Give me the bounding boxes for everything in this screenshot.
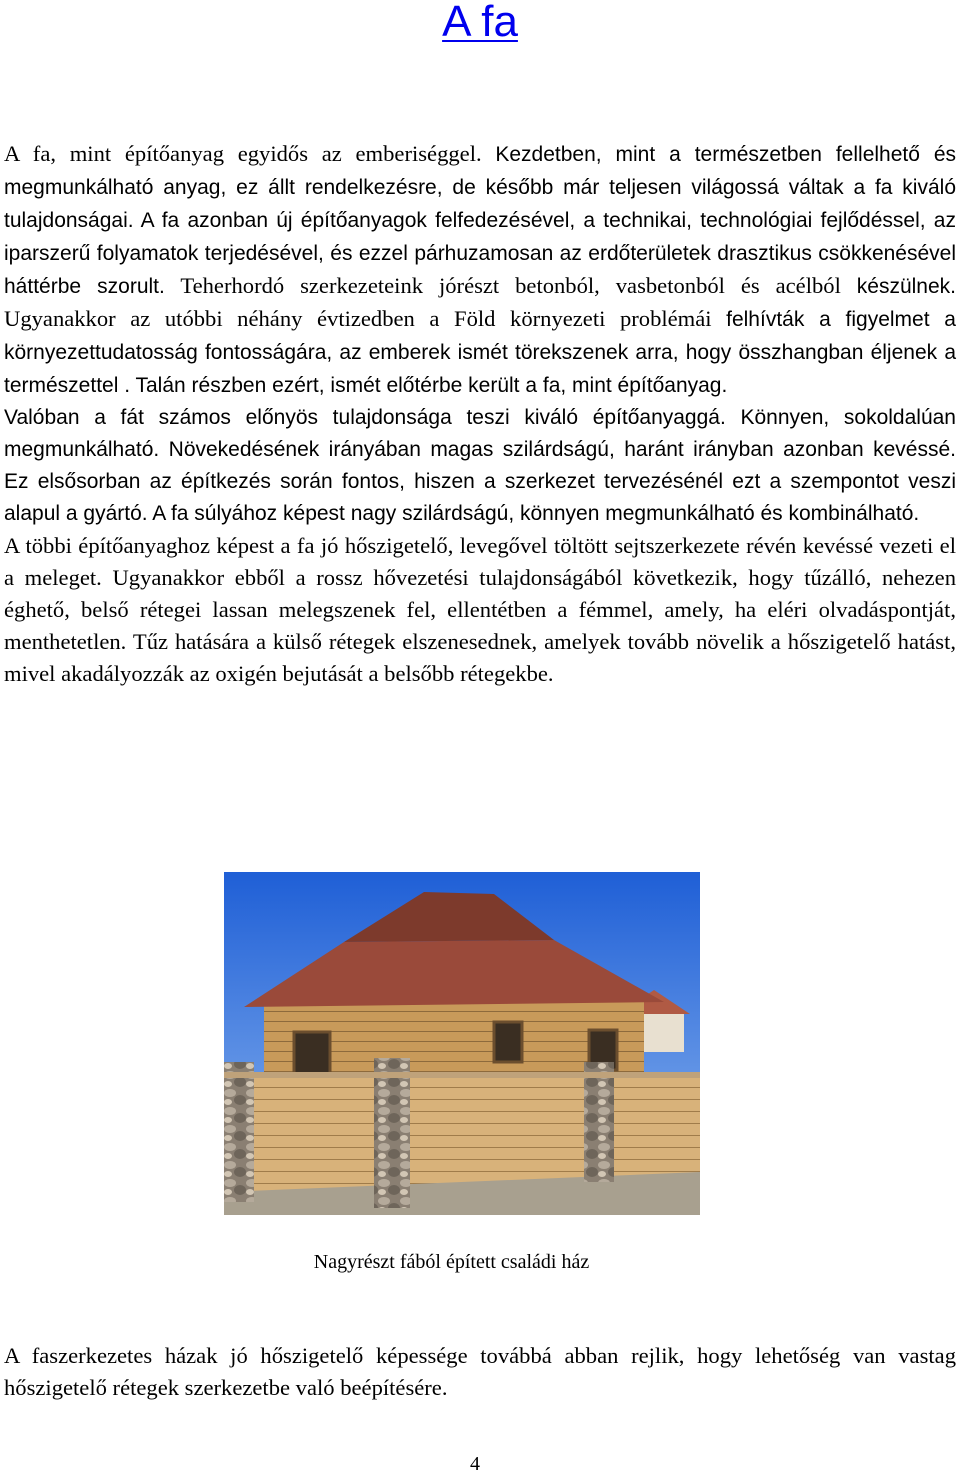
text-run: Teherhordó szerkezeteink jórészt betonból, vasbetonból és acélból bbox=[164, 273, 857, 298]
page-title bbox=[0, 0, 960, 50]
text-run: készülnek. bbox=[856, 275, 956, 298]
paragraph-closing: A faszerkezetes házak jó hőszigetelő képessége továbbá abban rejlik, hogy lehetőség van vastag hőszigetelő rétegek szerkezetbe való beépítésére. bbox=[4, 1343, 956, 1400]
stone-pillar bbox=[584, 1062, 614, 1182]
paragraph-insulation: A többi építőanyaghoz képest a fa jó hőszigetelő, levegővel töltött sejtszerkezete révén kevéssé vezeti el a meleget. Ugyanakkor ebből a rossz hővezetési tulajdonságából következik, hogy tűzálló, nehezen éghető, belső rétegei lassan melegszenek fel, ellentétben a fémmel, amely, ha eléri olvadáspontját, menthetetlen. Tűz hatására a külső rétegek elszenesednek, amelyek tovább növelik a hőszigetelő hatást, mivel akadályozzák az oxigén bejutását a belsőbb rétegekbe. bbox=[4, 533, 956, 686]
text-run: Kezdetben, mint a természetben fellelhető és megmunkálható anyag, ez állt rendelkezésre, de később már teljesen világossá váltak a fa kiváló tulajdonságai. A fa azonban új építőanyagok felfedezésével, a technikai, technológiai fejlődéssel, az iparszerű folyamatok terjedésével, és ezzel párhuzamosan az erdőterületek drasztikus csökkenésével háttérbe szorult. bbox=[4, 143, 956, 298]
stone-pillar bbox=[224, 1062, 254, 1202]
stone-pillar bbox=[374, 1058, 410, 1208]
paragraph-intro bbox=[4, 138, 956, 402]
window bbox=[294, 1032, 330, 1078]
text-run: felhívták a figyelmet a környezettudatosság fontosságára, az emberek ismét törekszenek arra, hogy összhangban éljenek a természettel . Talán részben ezért, ismét előtérbe került a fa, mint építőanyag. bbox=[4, 308, 956, 397]
main-text bbox=[4, 138, 956, 690]
window bbox=[494, 1022, 522, 1062]
page-number: 4 bbox=[470, 1453, 480, 1475]
photo-caption: Nagyrészt fából épített családi ház bbox=[313, 1251, 590, 1273]
title-link[interactable]: A fa bbox=[442, 0, 518, 46]
closing-text bbox=[4, 1340, 956, 1404]
house-photo bbox=[224, 872, 700, 1215]
paragraph-properties: Valóban a fát számos előnyös tulajdonsága teszi kiváló építőanyaggá. Könnyen, sokoldalúan megmunkálható. Növekedésének irányában magas szilárdságú, haránt irányban azonban kevéssé. Ez elsősorban az építkezés során fontos, hiszen a szerkezet tervezésénél ezt a szempontot veszi alapul a gyártó. A fa súlyához képest nagy szilárdságú, könnyen megmunkálható és kombinálható. bbox=[4, 406, 956, 525]
fence-cap bbox=[224, 1072, 700, 1078]
fence-panels bbox=[224, 1077, 700, 1192]
text-run: Ugyanakkor az utóbbi néhány évtizedben a Föld környezeti problémái bbox=[4, 306, 727, 331]
text-run: A fa, mint építőanyag egyidős az emberiséggel. bbox=[4, 141, 496, 166]
